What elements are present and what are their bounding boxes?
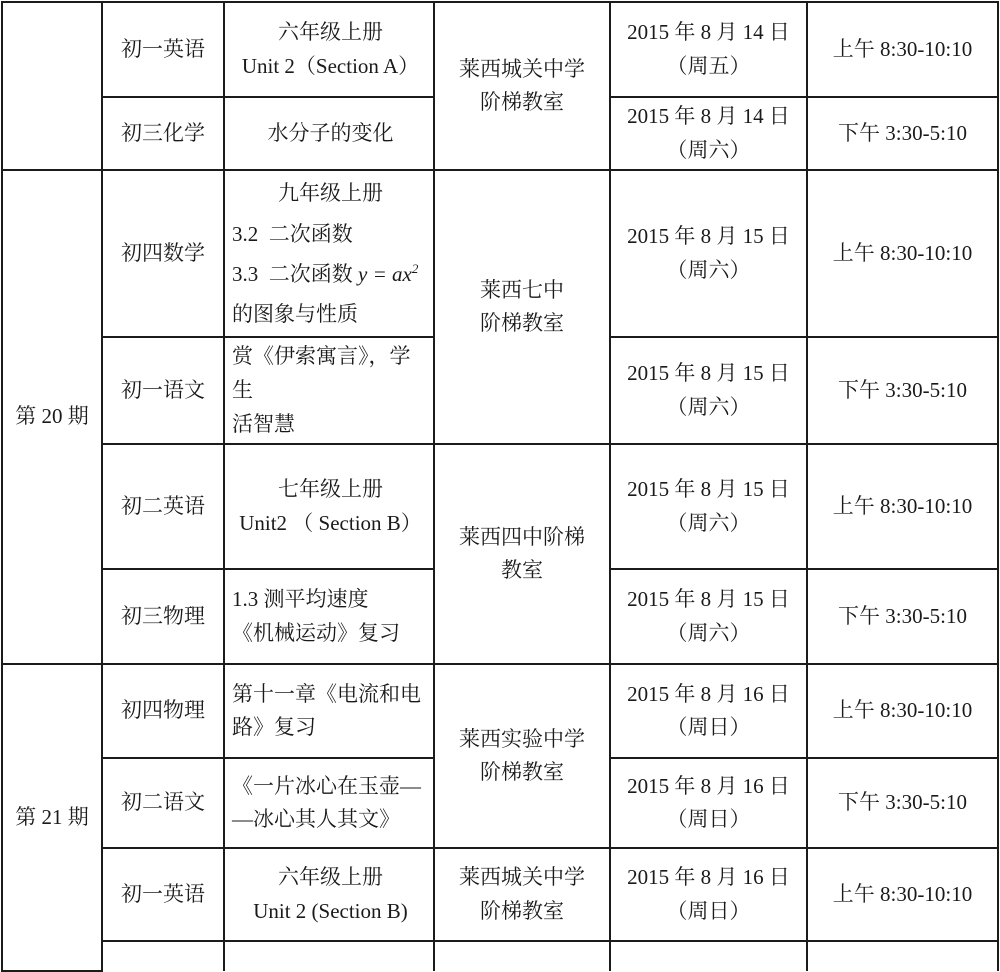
location-line: 阶梯教室 xyxy=(480,898,564,923)
location-cell xyxy=(434,170,610,444)
location-line: 莱西四中阶梯 xyxy=(459,524,585,549)
content-line: —冰心其人其文》 xyxy=(232,807,400,832)
table-row xyxy=(2,848,998,941)
date-cell xyxy=(610,941,807,971)
location-line: 阶梯教室 xyxy=(480,760,564,785)
formula-superscript: 2 xyxy=(411,260,419,276)
date-line: （周五） xyxy=(666,53,751,78)
date-cell xyxy=(610,444,807,569)
location-cell xyxy=(434,2,610,170)
content-cell xyxy=(224,569,434,664)
content-cell xyxy=(224,758,434,848)
schedule-table xyxy=(1,1,999,972)
subject-cell: 初一语文 xyxy=(102,337,224,444)
date-line: （周六） xyxy=(666,620,751,645)
content-line xyxy=(232,254,429,294)
date-line: 2015 年 8 月 15 日 xyxy=(627,224,790,249)
date-line: （周日） xyxy=(666,715,751,740)
subject-cell xyxy=(102,941,224,971)
table-row xyxy=(2,664,998,758)
content-line: 赏《伊索寓言》，学生 xyxy=(232,344,411,403)
table-row xyxy=(2,2,998,97)
time-cell xyxy=(807,941,998,971)
content-cell xyxy=(224,664,434,758)
content-line: 的图象与性质 xyxy=(232,302,358,327)
content-line: 第十一章《电流和电 xyxy=(232,681,421,706)
subject-cell: 初四数学 xyxy=(102,170,224,337)
table-row xyxy=(2,444,998,569)
content-line: 活智慧 xyxy=(232,411,295,436)
content-text: 3.3 二次函数 xyxy=(232,261,358,286)
content-line: Unit 2 (Section B) xyxy=(253,898,408,923)
content-line: 《一片冰心在玉壶— xyxy=(232,773,421,798)
location-line: 莱西七中 xyxy=(480,277,564,302)
time-cell: 下午 3:30-5:10 xyxy=(807,758,998,848)
date-cell xyxy=(610,170,807,337)
content-cell xyxy=(224,97,434,170)
date-line: 2015 年 8 月 15 日 xyxy=(627,361,790,386)
subject-cell: 初三化学 xyxy=(102,97,224,170)
subject-cell: 初二语文 xyxy=(102,758,224,848)
time-cell: 下午 3:30-5:10 xyxy=(807,97,998,170)
location-line: 教室 xyxy=(501,558,543,583)
subject-cell: 初一英语 xyxy=(102,848,224,941)
date-line: 2015 年 8 月 16 日 xyxy=(627,773,790,798)
subject-cell: 初二英语 xyxy=(102,444,224,569)
location-line: 莱西城关中学 xyxy=(459,865,585,890)
time-cell: 下午 3:30-5:10 xyxy=(807,337,998,444)
date-cell xyxy=(610,337,807,444)
content-line: 《机械运动》复习 xyxy=(232,620,400,645)
subject-cell: 初三物理 xyxy=(102,569,224,664)
content-cell xyxy=(224,848,434,941)
location-line: 莱西实验中学 xyxy=(459,726,585,751)
date-line: （周六） xyxy=(666,510,751,535)
location-cell xyxy=(434,444,610,664)
date-line: （周日） xyxy=(666,807,751,832)
date-line: 2015 年 8 月 15 日 xyxy=(627,587,790,612)
formula-text: y = ax xyxy=(358,261,412,286)
content-cell xyxy=(224,2,434,97)
content-line: 水分子的变化 xyxy=(267,120,394,145)
date-line: （周日） xyxy=(666,898,751,923)
subject-cell: 初四物理 xyxy=(102,664,224,758)
table-row-cropped xyxy=(2,941,998,971)
location-cell xyxy=(434,941,610,971)
date-cell xyxy=(610,2,807,97)
date-line: 2015 年 8 月 15 日 xyxy=(627,477,790,502)
table-row xyxy=(2,170,998,337)
period-cell: 第 21 期 xyxy=(2,664,102,971)
date-cell xyxy=(610,97,807,170)
date-line: （周六） xyxy=(666,394,751,419)
content-line: 3.2 二次函数 xyxy=(232,221,353,246)
date-cell xyxy=(610,569,807,664)
date-line: 2015 年 8 月 14 日 xyxy=(627,104,790,128)
time-cell: 下午 3:30-5:10 xyxy=(807,569,998,664)
date-cell xyxy=(610,758,807,848)
content-cell xyxy=(224,444,434,569)
content-cell xyxy=(224,337,434,444)
date-line: （周六） xyxy=(666,257,751,282)
content-line: Unit 2（Section A） xyxy=(241,53,420,78)
content-line: Unit2 （ Section B） xyxy=(239,510,422,535)
location-line: 阶梯教室 xyxy=(480,311,564,336)
content-line: 九年级上册 xyxy=(278,181,383,206)
content-line: 六年级上册 xyxy=(278,865,383,890)
content-cell xyxy=(224,170,434,337)
time-cell: 上午 8:30-10:10 xyxy=(807,2,998,97)
time-cell: 上午 8:30-10:10 xyxy=(807,848,998,941)
location-line: 莱西城关中学 xyxy=(459,56,585,81)
period-cell: 第 20 期 xyxy=(2,170,102,664)
location-cell xyxy=(434,848,610,941)
date-line: （周六） xyxy=(666,137,751,162)
content-line: 1.3 测平均速度 xyxy=(232,587,369,612)
location-line: 阶梯教室 xyxy=(480,90,564,115)
period-cell xyxy=(2,2,102,170)
time-cell: 上午 8:30-10:10 xyxy=(807,170,998,337)
time-cell: 上午 8:30-10:10 xyxy=(807,444,998,569)
content-line: 路》复习 xyxy=(232,715,316,740)
subject-cell: 初一英语 xyxy=(102,2,224,97)
content-line: 六年级上册 xyxy=(278,19,383,44)
date-line: 2015 年 8 月 16 日 xyxy=(627,865,790,890)
date-line: 2015 年 8 月 16 日 xyxy=(627,681,790,706)
time-cell: 上午 8:30-10:10 xyxy=(807,664,998,758)
date-line: 2015 年 8 月 14 日 xyxy=(627,19,790,44)
content-line: 七年级上册 xyxy=(278,477,383,502)
location-cell xyxy=(434,664,610,848)
date-cell xyxy=(610,848,807,941)
date-cell xyxy=(610,664,807,758)
content-cell xyxy=(224,941,434,971)
